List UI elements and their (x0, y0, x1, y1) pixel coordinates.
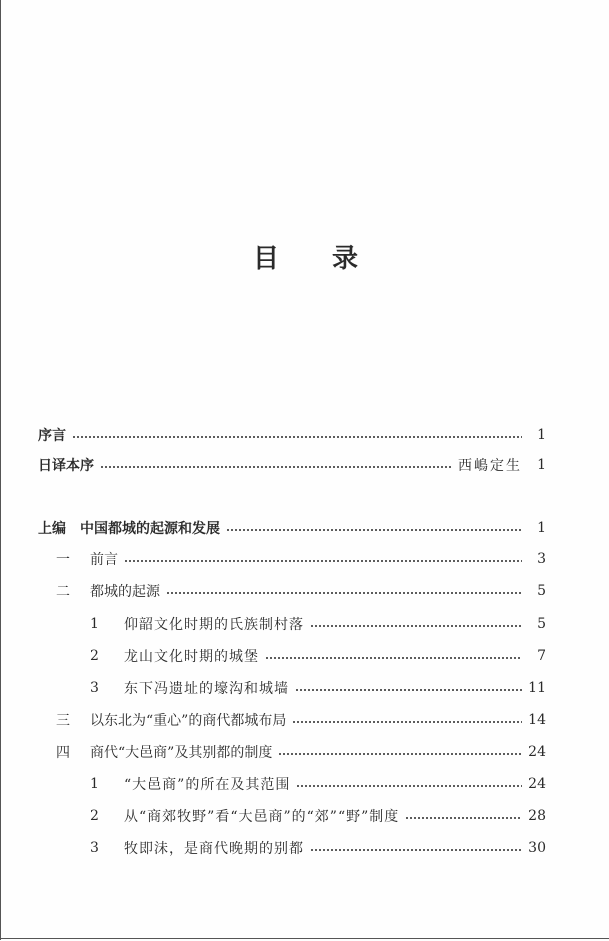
toc-number: 1 (90, 616, 99, 632)
toc-entry-section[interactable] (90, 805, 546, 827)
toc-label: 从“商郊牧野”看“大邑商”的“郊”“野”制度 (124, 809, 400, 825)
leader-dots (166, 592, 522, 594)
toc-author: 西嶋定生 (458, 458, 522, 474)
toc-entry-section[interactable] (90, 613, 546, 635)
toc-page-number: 5 (537, 616, 546, 632)
toc-entry-japanese-preface[interactable] (38, 454, 546, 476)
toc-number: 一 (56, 552, 70, 568)
leader-dots (72, 436, 522, 438)
toc-label: 日译本序 (38, 458, 94, 474)
toc-label: 都城的起源 (90, 584, 160, 600)
toc-page-number: 24 (528, 744, 546, 760)
toc-entry-section[interactable] (90, 773, 546, 795)
toc-page-number: 11 (528, 680, 546, 696)
toc-label: 序言 (38, 428, 66, 444)
toc-entry-part[interactable] (38, 517, 546, 539)
toc-number: 1 (90, 776, 99, 792)
toc-page-number: 14 (528, 712, 546, 728)
toc-entry-preface[interactable] (38, 424, 546, 446)
toc-entry-section[interactable] (90, 645, 546, 667)
toc-entry-chapter[interactable] (56, 709, 546, 731)
toc-entry-chapter[interactable] (56, 741, 546, 763)
toc-page-number: 3 (537, 551, 546, 567)
toc-number: 三 (56, 713, 70, 729)
toc-label: 龙山文化时期的城堡 (124, 649, 259, 665)
toc-page-number: 24 (528, 776, 546, 792)
leader-dots (100, 466, 452, 468)
toc-label: “大邑商”的所在及其范围 (124, 777, 291, 793)
leader-dots (124, 560, 522, 562)
leader-dots (265, 657, 522, 659)
toc-page-number: 7 (537, 648, 546, 664)
toc-number: 二 (56, 584, 70, 600)
toc-label: 上编 中国都城的起源和发展 (38, 521, 220, 537)
toc-label: 以东北为“重心”的商代都城布局 (90, 713, 287, 729)
toc-number: 3 (90, 840, 99, 856)
toc-number: 2 (90, 648, 99, 664)
toc-page-number: 5 (537, 583, 546, 599)
page-border (0, 938, 609, 939)
leader-dots (226, 529, 522, 531)
toc-page-number: 28 (528, 808, 546, 824)
toc-number: 2 (90, 808, 99, 824)
toc-number: 3 (90, 680, 99, 696)
leader-dots (310, 849, 522, 851)
toc-page-number: 1 (537, 457, 546, 473)
leader-dots (295, 689, 522, 691)
page-title: 目 录 (252, 244, 381, 274)
page-border (0, 0, 1, 940)
toc-label: 牧即沬，是商代晚期的别都 (124, 841, 304, 857)
leader-dots (278, 753, 522, 755)
toc-page-number: 1 (537, 520, 546, 536)
toc-page-number: 1 (537, 427, 546, 443)
toc-label: 前言 (90, 552, 118, 568)
toc-entry-section[interactable] (90, 677, 546, 699)
toc-entry-section[interactable] (90, 837, 546, 859)
toc-entry-chapter[interactable] (56, 580, 546, 602)
toc-entry-chapter[interactable] (56, 548, 546, 570)
toc-label: 商代“大邑商”及其别都的制度 (90, 745, 273, 761)
toc-page-number: 30 (528, 840, 546, 856)
leader-dots (292, 721, 522, 723)
leader-dots (310, 625, 522, 627)
leader-dots (405, 817, 522, 819)
leader-dots (296, 785, 522, 787)
toc-label: 东下冯遗址的壕沟和城墙 (124, 681, 289, 697)
toc-number: 四 (56, 745, 70, 761)
toc-label: 仰韶文化时期的氏族制村落 (124, 617, 304, 633)
